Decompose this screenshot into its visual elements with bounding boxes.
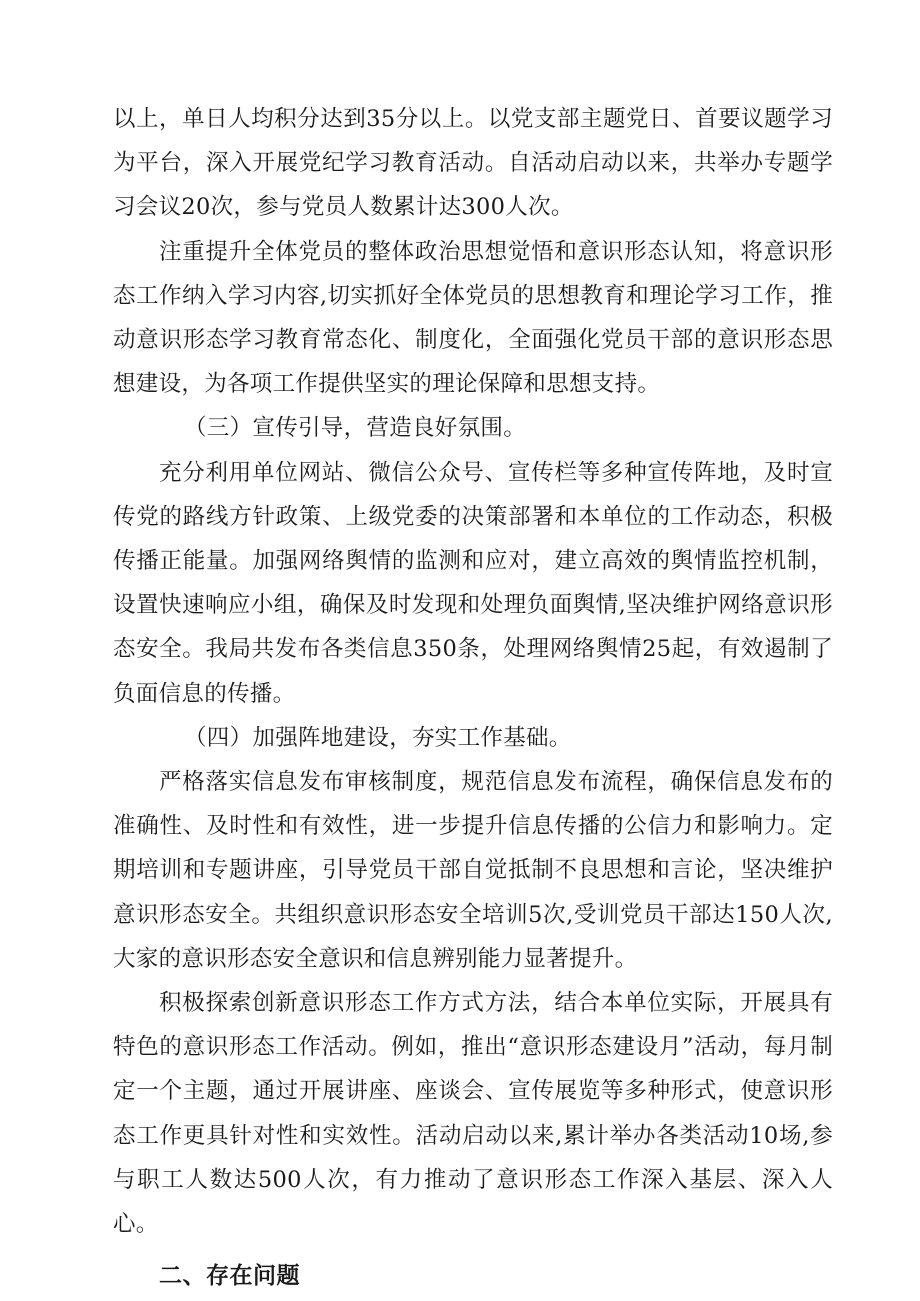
subheading-publicity: （三）宣传引导，营造良好氛围。 [184, 415, 527, 442]
paragraph-publicity: 充分利用单位网站、微信公众号、宣传栏等多种宣传阵地，及时宣传党的路线方针政策、上级党委的决策部署和本单位的工作动态，积极传播正能量。加强网络舆情的监测和应对，建立高效的舆情监控机制，设置快速响应小组，确保及时发现和处理负面舆情,坚决维护网络意识形态安全。我局共发布各类信息350条，处理网络舆情25起，有效遏制了负面信息的传播。 [113, 459, 833, 707]
subheading-position-building: （四）加强阵地建设，夯实工作基础。 [184, 724, 572, 751]
paragraph-innovation: 积极探索创新意识形态工作方式方法，结合本单位实际，开展具有特色的意识形态工作活动。例如，推出“意识形态建设月”活动，每月制定一个主题，通过开展讲座、座谈会、宣传展览等多种形式，使意识形态工作更具针对性和实效性。活动启动以来,累计举办各类活动10场,参与职工人数达500人次，有力推动了意识形态工作深入基层、深入人心。 [113, 990, 833, 1238]
document-body [113, 97, 833, 1298]
section-heading-problems: 二、存在问题 [159, 1263, 300, 1290]
paragraph-ideology-awareness: 注重提升全体党员的整体政治思想觉悟和意识形态认知，将意识形态工作纳入学习内容,切实抓好全体党员的思想教育和理论学习工作，推动意识形态学习教育常态化、制度化，全面强化党员干部的意识形态思想建设，为各项工作提供坚实的理论保障和思想支持。 [113, 238, 833, 398]
paragraph-continuation: 以上，单日人均积分达到35分以上。以党支部主题党日、首要议题学习为平台，深入开展党纪学习教育活动。自活动启动以来，共举办专题学习会议20次，参与党员人数累计达300人次。 [113, 106, 833, 221]
paragraph-information-review: 严格落实信息发布审核制度，规范信息发布流程，确保信息发布的准确性、及时性和有效性，进一步提升信息传播的公信力和影响力。定期培训和专题讲座，引导党员干部自觉抵制不良思想和言论，坚决维护意识形态安全。共组织意识形态安全培训5次,受训党员干部达150人次,大家的意识形态安全意识和信息辨别能力显著提升。 [113, 769, 833, 972]
